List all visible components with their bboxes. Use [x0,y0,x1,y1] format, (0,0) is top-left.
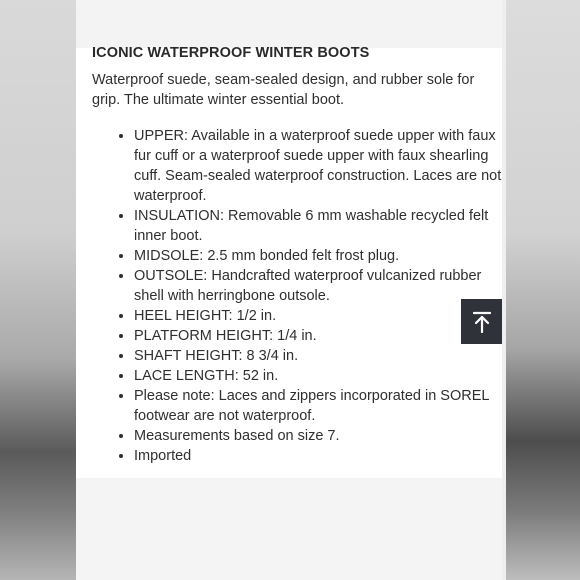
spec-item-lace-length: • LACE LENGTH: 52 in. [134,366,506,386]
spec-item-shaft-height: • SHAFT HEIGHT: 8 3/4 in. [134,346,506,366]
scroll-to-top-button[interactable] [461,299,502,344]
spec-item-insulation: • INSULATION: Removable 6 mm washable recycled felt inner boot. [134,206,506,246]
spec-item-midsole: • MIDSOLE: 2.5 mm bonded felt frost plug. [134,246,506,266]
panel-bottom-area [76,478,502,580]
product-title: ICONIC WATERPROOF WINTER BOOTS [92,45,370,61]
spec-item-outsole: • OUTSOLE: Handcrafted waterproof vulcanized rubber shell with herringbone outsole. [134,266,506,306]
spec-item-upper: • UPPER: Available in a waterproof suede upper with faux fur cuff or a waterproof suede upper with faux shearling cuff. Seam-sealed waterproof construction. Laces are not waterproof. [134,126,506,206]
blurred-background-left [0,0,76,580]
spec-item-measurements: • Measurements based on size 7. [134,426,506,446]
arrow-up-to-top-icon [473,311,491,333]
spec-item-platform-height: • PLATFORM HEIGHT: 1/4 in. [134,326,506,346]
blurred-background-right [502,0,580,580]
spec-list [114,126,506,466]
product-intro: Waterproof suede, seam-sealed design, and rubber sole for grip. The ultimate winter essential boot. [92,72,475,108]
spec-item-imported: • Imported [134,446,506,466]
panel-top-area [76,0,502,48]
spec-item-heel-height: • HEEL HEIGHT: 1/2 in. [134,306,506,326]
spec-item-note: • Please note: Laces and zippers incorporated in SOREL footwear are not waterproof. [134,386,506,426]
